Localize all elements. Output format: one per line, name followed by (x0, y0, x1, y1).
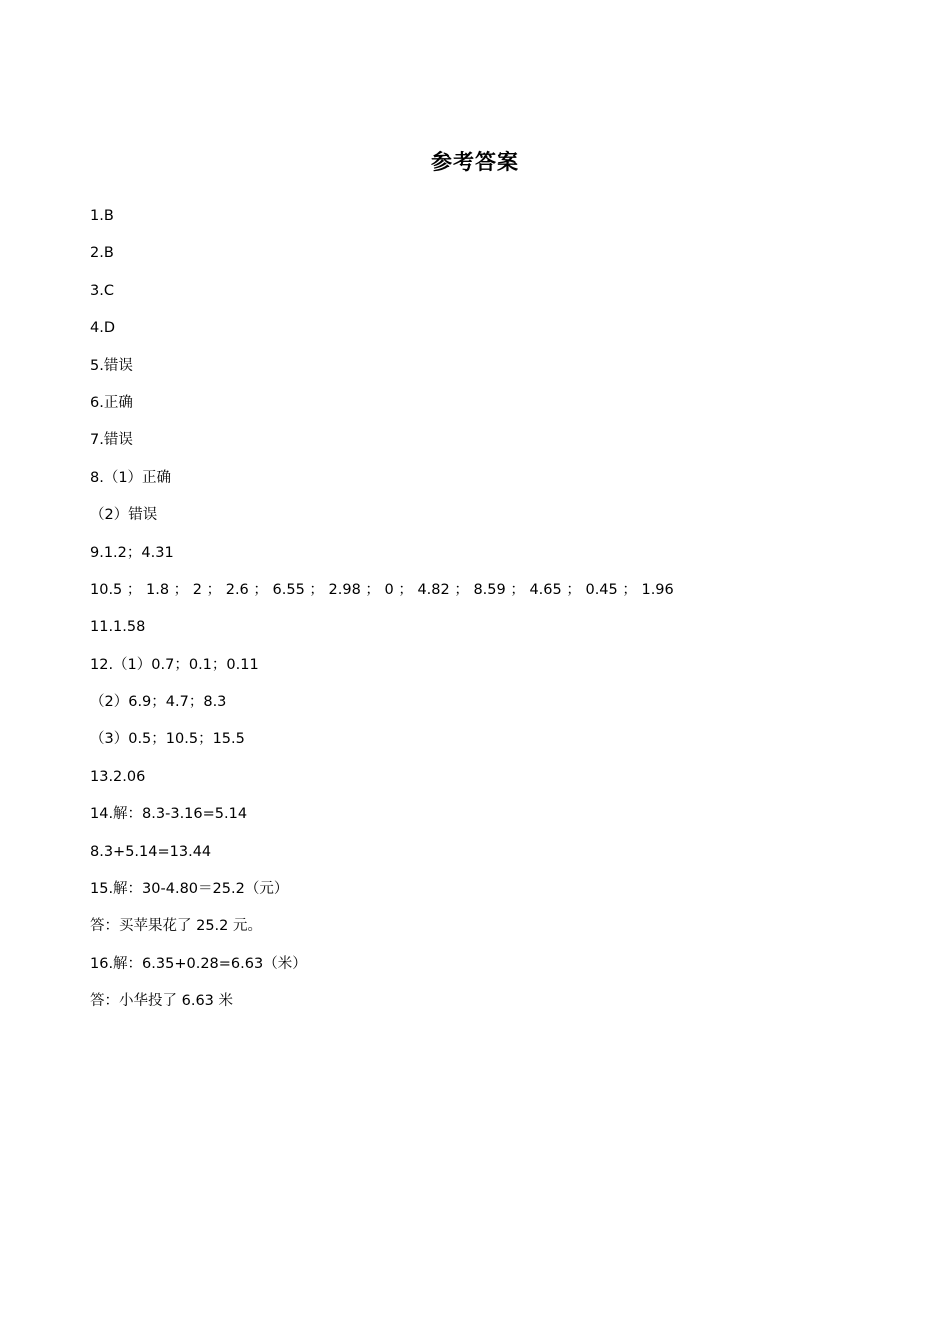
answer-line: 14.解：8.3-3.16=5.14 (90, 806, 248, 823)
page-title: 参考答案 (431, 150, 519, 174)
answer-line: 9.1.2；4.31 (90, 544, 174, 561)
answer-line: 答：小华投了 6.63 米 (90, 993, 234, 1010)
answer-line: 10.5 ； 1.8 ； 2 ； 2.6 ； 6.55 ； 2.98 ； 0 ； 4.82 ； 8.59 ； 4.65 ； 0.45 ； 1.96 (90, 581, 674, 598)
answer-line: 11.1.58 (90, 619, 146, 636)
answer-line: 12.（1）0.7；0.1；0.11 (90, 656, 259, 673)
answer-line: 15.解：30-4.80＝25.2（元） (90, 881, 289, 898)
answer-line: 3.C (90, 282, 114, 299)
answer-list (90, 206, 890, 1029)
answer-line: 4.D (90, 320, 115, 337)
answer-line: （3）0.5；10.5；15.5 (90, 731, 245, 748)
answer-line: 6.正确 (90, 394, 133, 411)
answer-line: 7.错误 (90, 432, 133, 449)
answer-line: 8.3+5.14=13.44 (90, 843, 212, 860)
answer-line: （2）错误 (90, 507, 158, 524)
answer-line: 2.B (90, 245, 114, 262)
answer-line: 答：买苹果花了 25.2 元。 (90, 918, 263, 935)
answer-line: 1.B (90, 208, 114, 224)
answer-line: （2）6.9；4.7；8.3 (90, 694, 227, 711)
answer-line: 13.2.06 (90, 768, 146, 785)
answer-line: 5.错误 (90, 357, 133, 374)
answer-line: 8.（1）正确 (90, 469, 172, 486)
answer-line: 16.解：6.35+0.28=6.63（米） (90, 955, 307, 972)
